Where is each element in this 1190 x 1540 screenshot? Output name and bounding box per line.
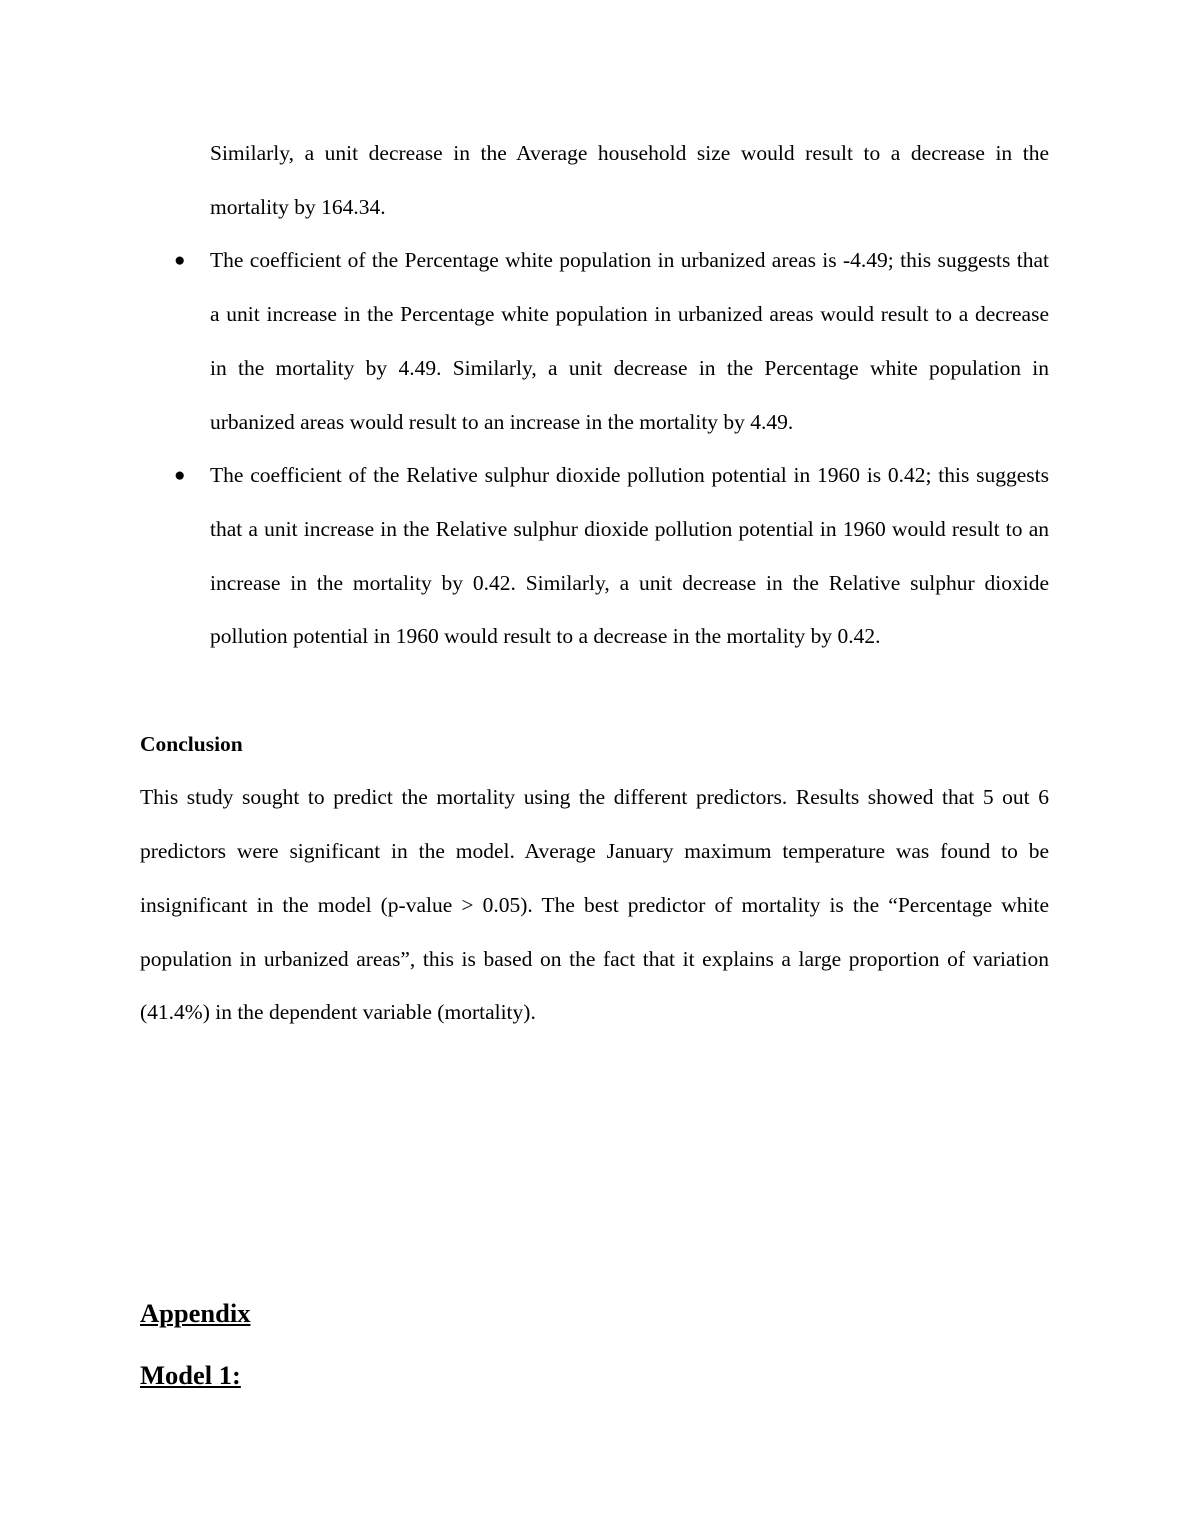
continued-paragraph-block: [140, 127, 1049, 234]
bullet-icon: ●: [174, 250, 186, 272]
bullet-text: The coefficient of the Relative sulphur dioxide pollution potential in 1960 is 0.42; this suggests that a unit increase in the Relative sulphur dioxide pollution potential in 1960 would result to an increase in the mortality by 0.42. Similarly, a unit decrease in the Relative sulphur dioxide pollution potential in 1960 would result to a decrease in the mortality by 0.42.: [210, 463, 1049, 649]
bullet-item-white-population: [140, 234, 1049, 449]
appendix-section: [140, 1282, 250, 1406]
bullet-item-sulphur-dioxide: [140, 449, 1049, 664]
continued-paragraph: Similarly, a unit decrease in the Average household size would result to a decrease in the mortality by 164.34.: [210, 141, 1049, 219]
model-1-heading: Model 1:: [140, 1360, 241, 1390]
conclusion-heading: Conclusion: [140, 731, 243, 756]
bullet-icon: ●: [174, 465, 186, 487]
page-content: [140, 127, 1049, 1040]
appendix-heading: Appendix: [140, 1298, 251, 1328]
conclusion-paragraph: This study sought to predict the mortality using the different predictors. Results showed that 5 out 6 predictors were significant in the model. Average January maximum temperature was found to be insignificant in the model (p-value > 0.05). The best predictor of mortality is the “Percentage white population in urbanized areas”, this is based on the fact that it explains a large proportion of variation (41.4%) in the dependent variable (mortality).: [140, 785, 1049, 1025]
bullet-text: The coefficient of the Percentage white population in urbanized areas is -4.49; this suggests that a unit increase in the Percentage white population in urbanized areas would result to a decrease in the mortality by 4.49. Similarly, a unit decrease in the Percentage white population in urbanized areas would result to an increase in the mortality by 4.49.: [210, 248, 1049, 434]
